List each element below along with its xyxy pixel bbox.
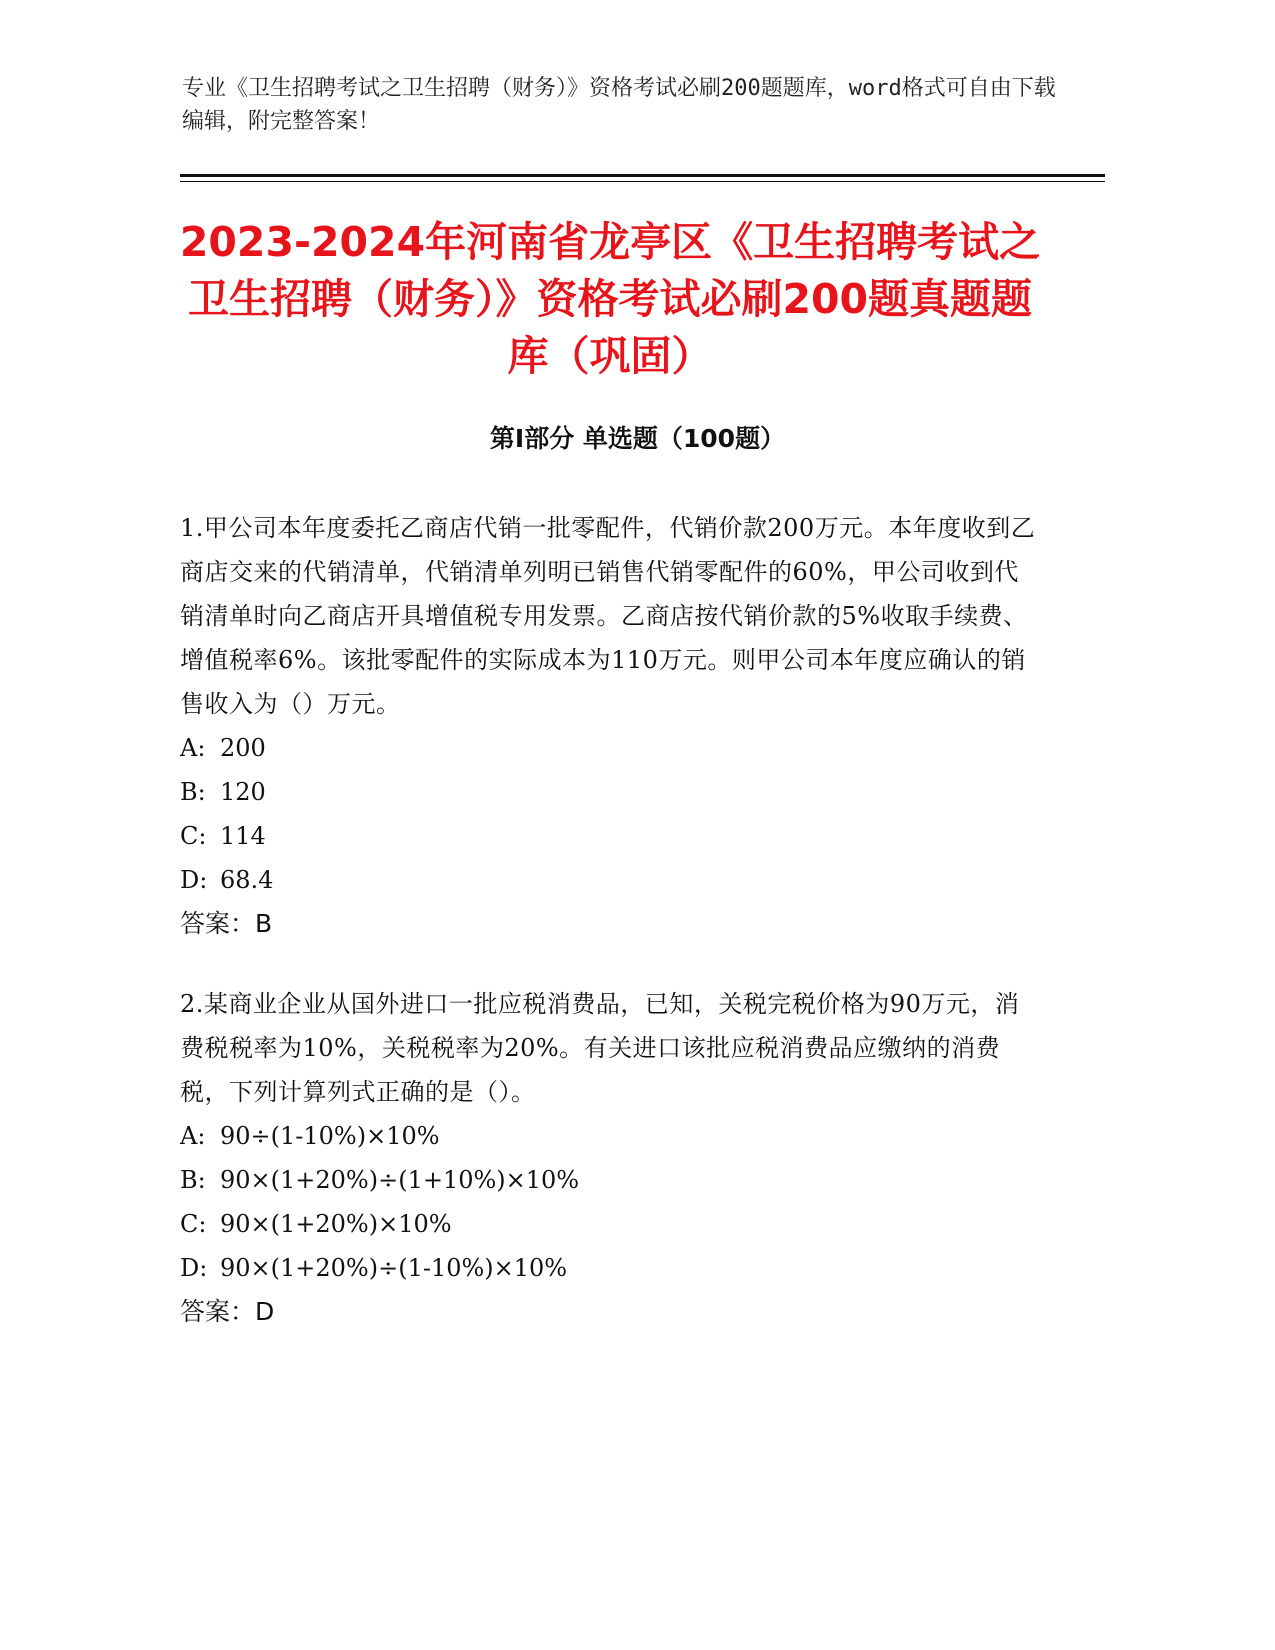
option-key: A: <box>180 734 206 762</box>
option-key: C: <box>180 822 207 850</box>
option-c <box>180 1202 1042 1246</box>
question-stem: 1.甲公司本年度委托乙商店代销一批零配件，代销价款200万元。本年度收到乙商店交来的代销清单，代销清单列明已销售代销零配件的60%，甲公司收到代销清单时向乙商店开具增值税专用发票。乙商店按代销价款的5%收取手续费、增值税率6%。该批零配件的实际成本为110万元。则甲公司本年度应确认的销售收入为（）万元。 <box>180 514 1036 718</box>
document-title: 2023-2024年河南省龙亭区《卫生招聘考试之卫生招聘（财务）》资格考试必刷200题真题题库（巩固） <box>179 218 1041 380</box>
option-text: 90×(1+20%)×10% <box>220 1210 452 1238</box>
option-d <box>180 858 1042 902</box>
question-2 <box>180 982 1042 1334</box>
option-b <box>180 770 1042 814</box>
option-text: 68.4 <box>220 866 274 894</box>
option-key: B: <box>180 1166 206 1194</box>
option-key: C: <box>180 1210 207 1238</box>
option-key: B: <box>180 778 206 806</box>
option-a <box>180 1114 1042 1158</box>
option-text: 90×(1+20%)÷(1-10%)×10% <box>220 1254 568 1282</box>
option-b <box>180 1158 1042 1202</box>
answer-line: 答案：D <box>180 1297 275 1326</box>
option-a <box>180 726 1042 770</box>
option-d <box>180 1246 1042 1290</box>
option-text: 120 <box>220 778 266 806</box>
answer-line: 答案：B <box>180 909 273 938</box>
question-stem: 2.某商业企业从国外进口一批应税消费品，已知，关税完税价格为90万元，消费税税率为10%，关税税率为20%。有关进口该批应税消费品应缴纳的消费税，下列计算列式正确的是（）。 <box>180 990 1020 1106</box>
option-key: D: <box>180 1254 208 1282</box>
header-rule-thin <box>180 181 1105 182</box>
option-text: 114 <box>220 822 266 850</box>
header-note: 专业《卫生招聘考试之卫生招聘（财务）》资格考试必刷200题题库，word格式可自由下载编辑，附完整答案！ <box>182 76 1056 134</box>
option-key: A: <box>180 1122 206 1150</box>
option-text: 200 <box>220 734 266 762</box>
section-heading: 第Ⅰ部分 单选题（100题） <box>489 424 786 453</box>
option-text: 90÷(1-10%)×10% <box>220 1122 440 1150</box>
option-key: D: <box>180 866 208 894</box>
option-text: 90×(1+20%)÷(1+10%)×10% <box>220 1166 580 1194</box>
question-1 <box>180 506 1042 946</box>
header-rule-thick <box>180 174 1105 177</box>
option-c <box>180 814 1042 858</box>
